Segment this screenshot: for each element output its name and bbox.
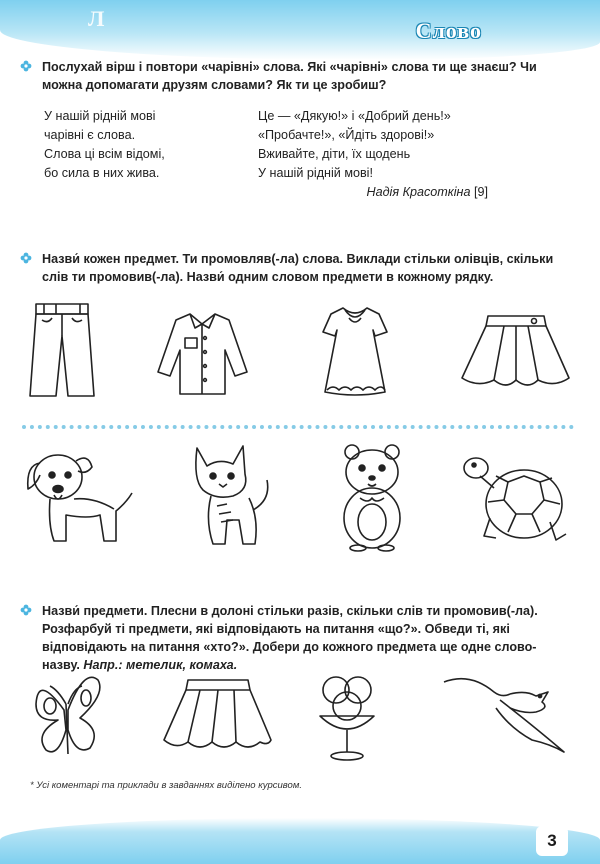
hamster-icon <box>330 438 415 553</box>
flower-bullet-icon <box>20 60 32 72</box>
task2-instruction-block <box>22 250 570 286</box>
poem-reference: [9] <box>473 185 488 199</box>
kitten-icon <box>183 440 278 550</box>
task3-example: Напр.: метелик, комаха. <box>83 658 238 672</box>
task1-instruction-block <box>22 58 570 94</box>
skirt-icon <box>458 312 573 392</box>
trousers-icon <box>22 300 102 400</box>
task3-instruction: Назви́ предмети. Плесни в долоні стільки разів, скільки слів ти промовив(-ла). Розфарбуй ті предмети, які відповідають на питання «що?». Обведи ті, які відповідають на питання «хто?». Добери до кожного предмета ще одне слово-назву. Напр.: метелик, комаха. <box>42 604 538 672</box>
bottom-decorative-band <box>0 818 600 864</box>
flower-bullet-icon <box>20 604 32 616</box>
seagull-icon <box>440 668 570 756</box>
skirt-icon <box>160 676 275 756</box>
flower-bullet-icon <box>20 252 32 264</box>
poem-line: Вживайте, діти, їх щодень <box>258 147 411 161</box>
poem-line: чарівні є слова. <box>44 128 136 142</box>
turtle-icon <box>460 452 572 548</box>
poem-left-column <box>44 107 165 183</box>
poem-line: Слова ці всім відомі, <box>44 147 165 161</box>
poem-line: У нашій рідній мові <box>44 109 156 123</box>
butterfly-icon <box>28 664 106 760</box>
row-divider <box>22 425 574 429</box>
puppy-icon <box>18 445 136 550</box>
ice-cream-icon <box>312 672 382 764</box>
task2-instruction: Назви́ кожен предмет. Ти промовляв(-ла) слова. Виклади стільки олівців, скільки слів ти промовив(-ла). Назви́ одним словом предмети в кожному рядку. <box>42 252 554 284</box>
task1-instruction: Послухай вірш і повтори «чарівні» слова. Які «чарівні» слова ти ще знаєш? Чи можна допомагати друзям словами? Як ти це зробиш? <box>42 60 537 92</box>
footnote: * Усі коментарі та приклади в завданнях виділено курсивом. <box>30 780 302 791</box>
header-letter: Л <box>88 6 105 31</box>
poem-line: Це — «Дякую!» і «Добрий день!» <box>258 109 451 123</box>
shirt-icon <box>155 308 250 398</box>
dress-icon <box>305 302 405 398</box>
section-title: Слово <box>415 18 482 43</box>
page-number: 3 <box>536 826 568 856</box>
poem-line: бо сила в них жива. <box>44 166 160 180</box>
poem-author: Надія Красоткіна [9] <box>366 185 488 199</box>
poem-line: «Пробачте!», «Йдіть здорові!» <box>258 128 435 142</box>
poem-right-column <box>258 107 488 202</box>
poem-line: У нашій рідній мові! <box>258 166 373 180</box>
